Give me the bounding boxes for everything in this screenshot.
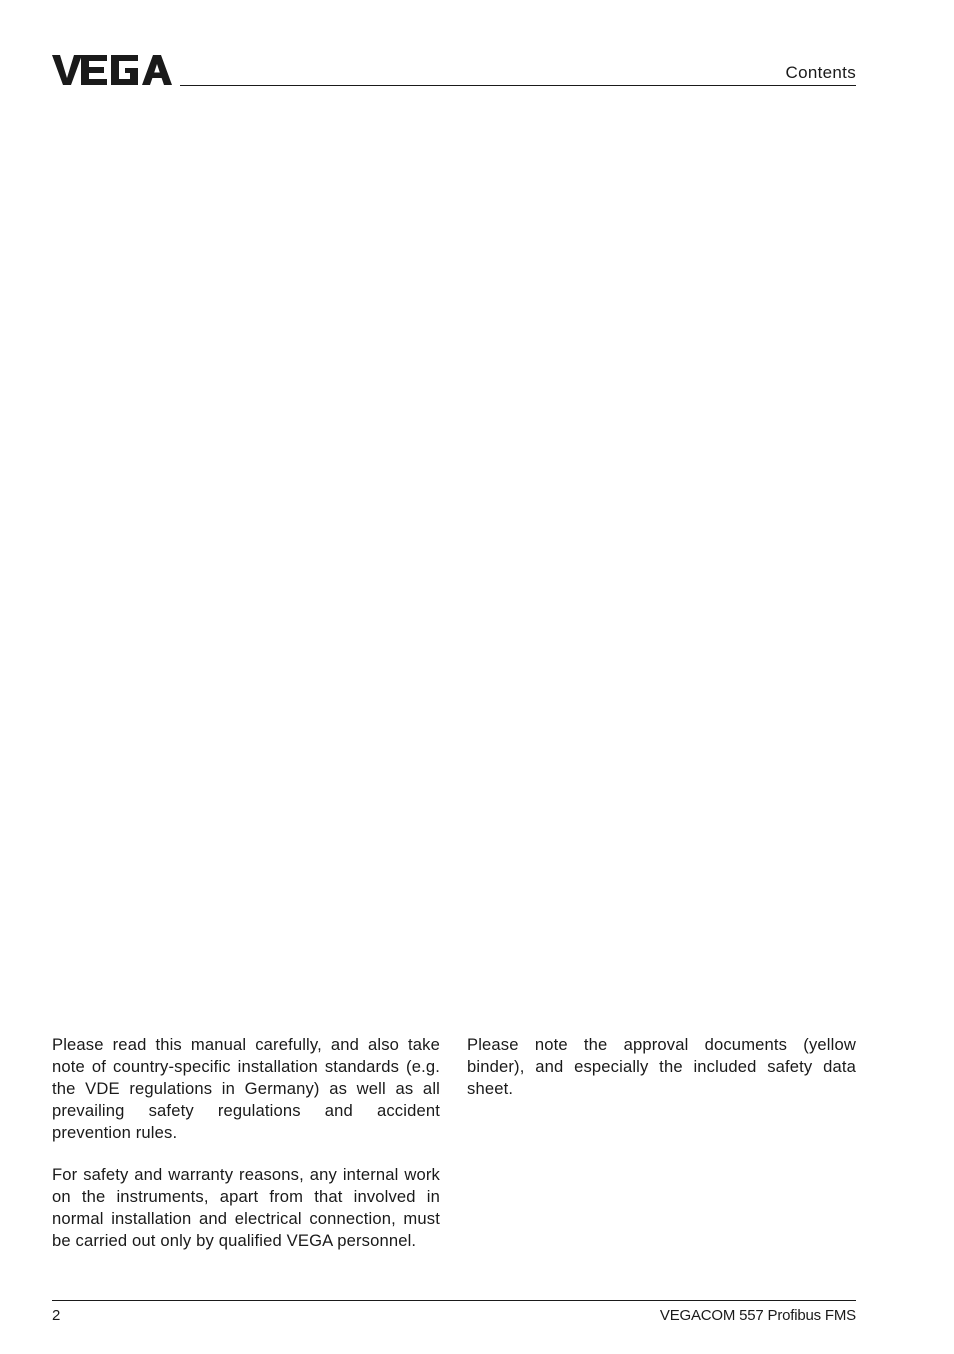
safety-paragraph-1: Please read this manual carefully, and also take note of country-specific installation standards (e.g. the VDE regulations in Germany) as well as all prevailing safety regulations and accident prevention rules.: [52, 1035, 440, 1142]
document-title: VEGACOM 557 Profibus FMS: [659, 1307, 856, 1324]
header-divider: [180, 85, 856, 86]
right-column: [467, 1034, 856, 1100]
page-number: 2: [52, 1307, 61, 1324]
safety-paragraph-2: For safety and warranty reasons, any internal work on the instruments, apart from that involved in normal installation and electrical connection, must be carried out only by qualified VEGA personnel.: [52, 1165, 440, 1250]
approval-paragraph: Please note the approval documents (yellow binder), and especially the included safety data sheet.: [467, 1035, 856, 1098]
left-column: [52, 1034, 440, 1252]
logo-text: VEGA: [52, 53, 55, 54]
footer-divider: [52, 1300, 856, 1301]
vega-logo: [52, 53, 172, 87]
section-title: Contents: [785, 63, 856, 82]
